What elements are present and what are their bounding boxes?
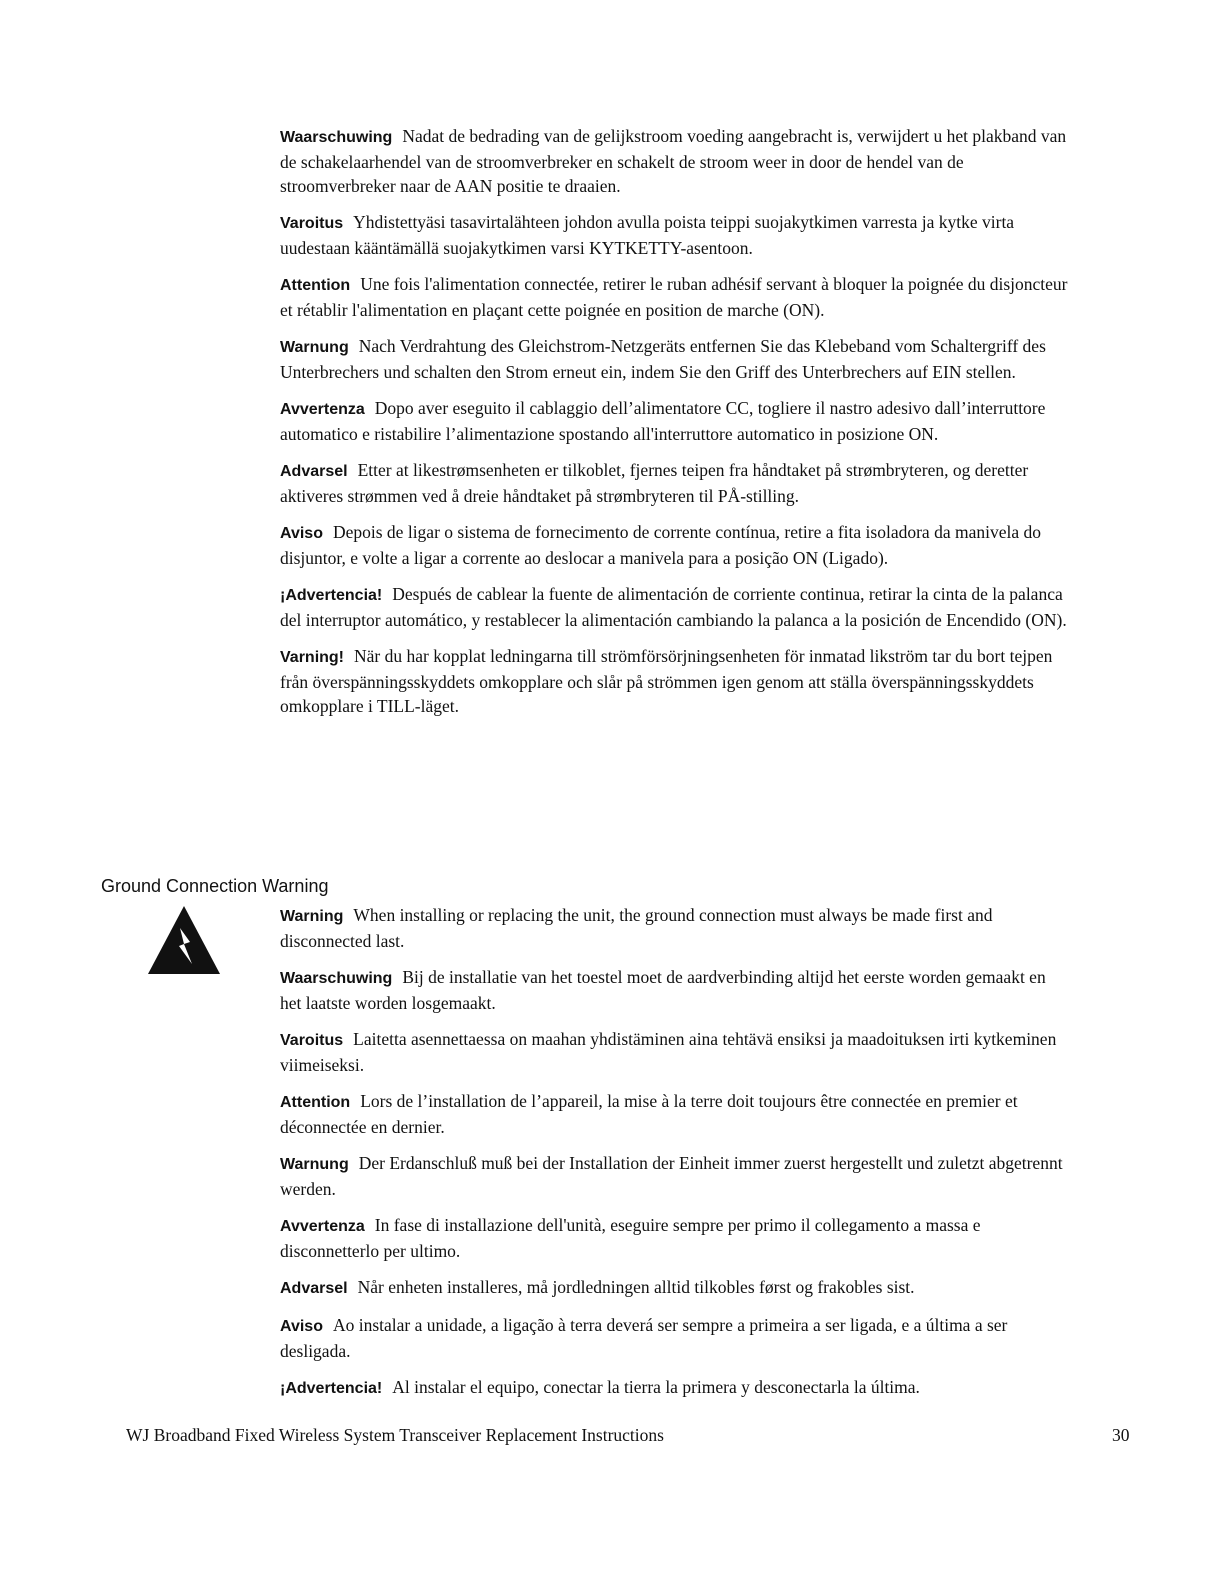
warning-paragraph: [280, 1313, 1070, 1363]
warning-text: Después de cablear la fuente de alimentación de corriente continua, retirar la cinta de la palanca del interruptor automático, y restablecer la alimentación cambiando la palanca a la posición de Encendido (ON).: [280, 584, 1067, 630]
warning-text: Bij de installatie van het toestel moet de aardverbinding altijd het eerste worden gemaakt en het laatste worden losgemaakt.: [280, 967, 1046, 1013]
warning-label: Varning!: [280, 649, 345, 666]
dc-warnings-block: [280, 124, 1070, 730]
warning-text: Etter at likestrømsenheten er tilkoblet, fjernes teipen fra håndtaket på strømbryteren, og deretter aktiveres strømmen ved å dreie håndtaket på strømbryteren til PÅ-stilling.: [280, 460, 1029, 506]
footer-document-title: WJ Broadband Fixed Wireless System Transceiver Replacement Instructions: [126, 1425, 664, 1445]
warning-text: When installing or replacing the unit, the ground connection must always be made first and disconnected last.: [280, 905, 993, 951]
warning-paragraph: [280, 1027, 1070, 1077]
warning-paragraph: [280, 903, 1070, 953]
warning-paragraph: [280, 1151, 1070, 1201]
warning-label: Aviso: [280, 1318, 323, 1335]
warning-text: Dopo aver eseguito il cablaggio dell’alimentatore CC, togliere il nastro adesivo dall’interruttore automatico e ristabilire l’alimentazione spostando all'interruttore automatico in posizione ON.: [280, 398, 1046, 444]
warning-text: Al instalar el equipo, conectar la tierra la primera y desconectarla la última.: [392, 1377, 920, 1397]
warning-label: Waarschuwing: [280, 970, 393, 987]
warning-text: Une fois l'alimentation connectée, retirer le ruban adhésif servant à bloquer la poignée du disjoncteur et rétablir l'alimentation en plaçant cette poignée en position de marche (ON).: [280, 274, 1068, 320]
warning-paragraph: [280, 520, 1070, 570]
section-heading: Ground Connection Warning: [101, 876, 329, 896]
warning-label: Avvertenza: [280, 1218, 365, 1235]
warning-paragraph: [280, 458, 1070, 508]
warning-label: Advarsel: [280, 463, 348, 480]
warning-text: In fase di installazione dell'unità, eseguire sempre per primo il collegamento a massa e disconnetterlo per ultimo.: [280, 1215, 981, 1261]
warning-paragraph: [280, 965, 1070, 1015]
warning-text: Laitetta asennettaessa on maahan yhdistäminen aina tehtävä ensiksi ja maadoituksen irti kytkeminen viimeiseksi.: [280, 1029, 1057, 1075]
warning-text: Yhdistettyäsi tasavirtalähteen johdon avulla poista teippi suojakytkimen varresta ja kytke virta uudestaan kääntämällä suojakytkimen varsi KYTKETTY-asentoon.: [280, 212, 1015, 258]
page-number: 30: [1112, 1425, 1130, 1445]
ground-warnings-block: [280, 903, 1070, 1413]
warning-text: Nach Verdrahtung des Gleichstrom-Netzgeräts entfernen Sie das Klebeband vom Schaltergriff des Unterbrechers und schalten den Strom erneut ein, indem Sie den Griff des Unterbrechers auf EIN stellen.: [280, 336, 1046, 382]
warning-text: Lors de l’installation de l’appareil, la mise à la terre doit toujours être connectée en premier et déconnectée en dernier.: [280, 1091, 1018, 1137]
warning-label: Warning: [280, 908, 344, 925]
warning-text: Ao instalar a unidade, a ligação à terra deverá ser sempre a primeira a ser ligada, e a última a ser desligada.: [280, 1315, 1008, 1361]
warning-paragraph: [280, 124, 1070, 198]
warning-paragraph: [280, 1213, 1070, 1263]
warning-paragraph: [280, 396, 1070, 446]
warning-text: Nadat de bedrading van de gelijkstroom voeding aangebracht is, verwijdert u het plakband van de schakelaarhendel van de stroomverbreker en schakelt de stroom weer in door de hendel van de stroomverbreker naar de AAN positie te draaien.: [280, 126, 1067, 196]
warning-text: Depois de ligar o sistema de fornecimento de corrente contínua, retire a fita isoladora da manivela do disjuntor, e volte a ligar a corrente ao deslocar a manivela para a posição ON (Ligado).: [280, 522, 1041, 568]
warning-text: Når enheten installeres, må jordledningen alltid tilkobles først og frakobles sist.: [357, 1277, 915, 1297]
warning-paragraph: [280, 1375, 1070, 1401]
warning-label: Waarschuwing: [280, 129, 393, 146]
warning-paragraph: [280, 582, 1070, 632]
warning-paragraph: [280, 1275, 1070, 1301]
warning-label: ¡Advertencia!: [280, 587, 383, 604]
warning-triangle-lightning-icon: [146, 904, 222, 976]
warning-label: Aviso: [280, 525, 323, 542]
warning-label: Attention: [280, 1094, 351, 1111]
warning-label: ¡Advertencia!: [280, 1380, 383, 1397]
warning-paragraph: [280, 272, 1070, 322]
warning-paragraph: [280, 1089, 1070, 1139]
warning-label: Avvertenza: [280, 401, 365, 418]
warning-label: Varoitus: [280, 1032, 344, 1049]
warning-paragraph: [280, 210, 1070, 260]
warning-paragraph: [280, 644, 1070, 718]
warning-label: Warnung: [280, 339, 349, 356]
warning-paragraph: [280, 334, 1070, 384]
warning-label: Varoitus: [280, 215, 344, 232]
warning-text: Der Erdanschluß muß bei der Installation der Einheit immer zuerst hergestellt und zuletzt abgetrennt werden.: [280, 1153, 1063, 1199]
warning-text: När du har kopplat ledningarna till strömförsörjningsenheten för inmatad likström tar du bort tejpen från överspänningsskyddets omkopplare och slår på strömmen igen genom att ställa överspänningsskyddets omkopplare i TILL-läget.: [280, 646, 1053, 716]
warning-label: Warnung: [280, 1156, 349, 1173]
warning-label: Attention: [280, 277, 351, 294]
warning-label: Advarsel: [280, 1280, 348, 1297]
